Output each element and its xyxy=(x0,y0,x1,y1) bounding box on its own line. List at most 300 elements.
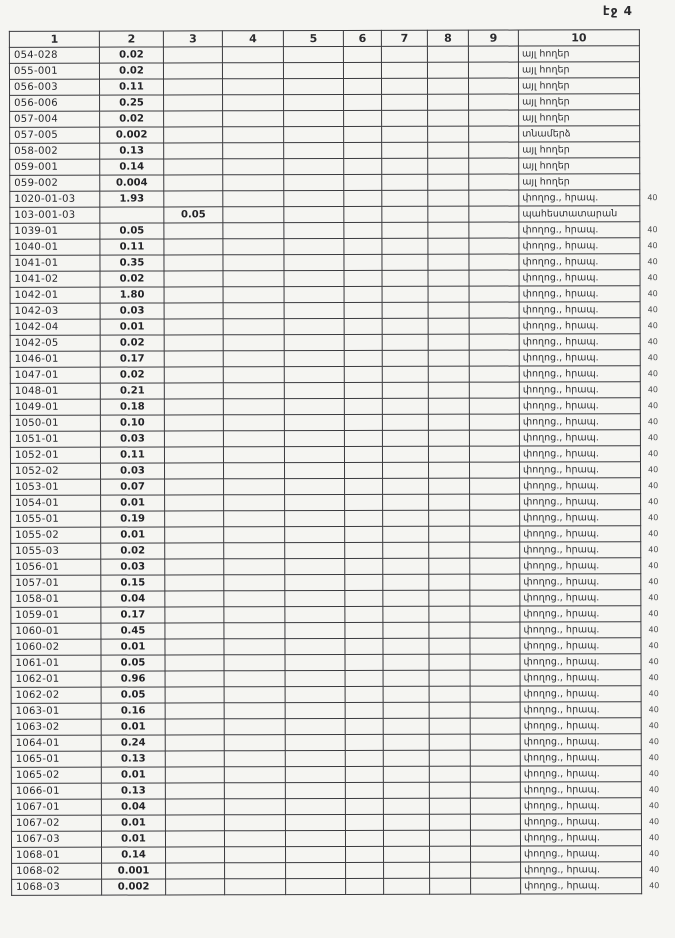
empty-cell xyxy=(428,238,469,254)
empty-cell xyxy=(284,270,344,286)
area-value: 0.05 xyxy=(100,223,164,239)
land-use-label: փողոց., հրապ. xyxy=(520,830,641,846)
land-use-label: պահեստատարան xyxy=(519,206,640,222)
parcel-code: 1064-01 xyxy=(11,735,101,751)
table-row xyxy=(10,414,673,432)
table-row xyxy=(11,782,674,800)
margin-code-note: 40 xyxy=(648,641,659,651)
column-header: 4 xyxy=(222,31,283,47)
empty-cell xyxy=(429,654,470,670)
land-use-label: փողոց., հրապ. xyxy=(520,606,641,622)
empty-cell xyxy=(428,462,469,478)
land-use-label: փողոց., հրապ. xyxy=(520,702,641,718)
empty-cell xyxy=(284,254,344,270)
parcel-code: 1046-01 xyxy=(10,351,100,367)
land-use-label: փողոց., հրապ. xyxy=(521,878,642,894)
land-use-label: փողոց., հրապ. xyxy=(520,510,641,526)
area-value: 0.96 xyxy=(101,671,165,687)
table-row xyxy=(11,798,674,816)
empty-cell xyxy=(382,366,428,382)
empty-cell xyxy=(164,143,223,159)
area-value: 0.07 xyxy=(101,479,165,495)
margin-code-note xyxy=(640,110,673,126)
land-use-label: փողոց., հրապ. xyxy=(519,414,640,430)
empty-cell xyxy=(223,447,284,463)
empty-cell xyxy=(344,350,382,366)
empty-cell xyxy=(285,830,345,846)
empty-cell xyxy=(224,463,285,479)
empty-cell xyxy=(165,719,224,735)
parcel-code: 1042-05 xyxy=(10,335,100,351)
parcel-code: 056-006 xyxy=(10,95,100,111)
empty-cell xyxy=(284,110,344,126)
land-use-label: փողոց., հրապ. xyxy=(519,302,640,318)
empty-cell xyxy=(383,526,429,542)
empty-cell xyxy=(382,414,428,430)
empty-cell xyxy=(223,255,284,271)
margin-code-note: 40 xyxy=(648,513,659,523)
empty-cell xyxy=(285,638,345,654)
empty-cell xyxy=(164,111,223,127)
table-row xyxy=(10,446,673,464)
empty-cell xyxy=(284,446,344,462)
margin-code-note: 40 xyxy=(647,433,659,443)
table-row xyxy=(10,350,673,368)
empty-cell xyxy=(165,575,224,591)
margin-code-note: 40 xyxy=(648,785,660,795)
empty-cell xyxy=(470,734,520,750)
land-use-label: փողոց., հրապ. xyxy=(520,718,641,734)
parcel-code: 1052-01 xyxy=(10,447,100,463)
empty-cell xyxy=(164,399,223,415)
empty-cell xyxy=(284,190,344,206)
empty-cell xyxy=(382,446,428,462)
empty-cell xyxy=(285,718,345,734)
empty-cell xyxy=(223,127,284,143)
empty-cell xyxy=(284,414,344,430)
margin-code-note xyxy=(640,142,673,158)
empty-cell xyxy=(225,879,286,895)
empty-cell xyxy=(344,414,382,430)
empty-cell xyxy=(283,46,343,62)
empty-cell xyxy=(224,511,285,527)
table-row xyxy=(10,430,673,448)
table-row xyxy=(11,750,674,768)
empty-cell xyxy=(223,335,284,351)
empty-cell xyxy=(223,111,284,127)
empty-cell xyxy=(223,95,284,111)
empty-cell xyxy=(382,398,428,414)
empty-cell xyxy=(469,334,519,350)
land-use-label: փողոց., հրապ. xyxy=(520,590,641,606)
empty-cell xyxy=(429,558,470,574)
empty-cell xyxy=(222,63,283,79)
empty-cell xyxy=(345,782,383,798)
empty-cell xyxy=(382,190,428,206)
parcel-code: 1057-01 xyxy=(11,575,101,591)
empty-cell xyxy=(285,654,345,670)
empty-cell xyxy=(344,190,382,206)
empty-cell xyxy=(430,862,471,878)
empty-cell xyxy=(469,158,519,174)
empty-cell xyxy=(382,110,428,126)
empty-cell xyxy=(428,350,469,366)
empty-cell xyxy=(428,190,469,206)
empty-cell xyxy=(223,351,284,367)
margin-code-note: 40 xyxy=(648,609,659,619)
empty-cell xyxy=(285,686,345,702)
empty-cell xyxy=(428,430,469,446)
empty-cell xyxy=(470,718,520,734)
empty-cell xyxy=(470,542,520,558)
empty-cell xyxy=(166,847,225,863)
empty-cell xyxy=(285,670,345,686)
margin-code-note xyxy=(639,62,672,78)
land-use-label: փողոց., հրապ. xyxy=(519,222,640,238)
empty-cell xyxy=(284,302,344,318)
area-value: 0.05 xyxy=(164,207,223,223)
empty-cell xyxy=(383,590,429,606)
empty-cell xyxy=(470,638,520,654)
empty-cell xyxy=(344,286,382,302)
empty-cell xyxy=(428,174,469,190)
area-value: 0.21 xyxy=(100,383,164,399)
empty-cell xyxy=(429,766,470,782)
empty-cell xyxy=(383,734,429,750)
margin-code-note: 40 xyxy=(647,305,658,315)
parcel-code: 1062-02 xyxy=(11,687,101,703)
table-row xyxy=(10,190,673,208)
empty-cell xyxy=(285,734,345,750)
empty-cell xyxy=(382,302,428,318)
land-use-label: փողոց., հրապ. xyxy=(520,526,641,542)
area-value: 0.01 xyxy=(101,719,165,735)
empty-cell xyxy=(285,606,345,622)
empty-cell xyxy=(345,734,383,750)
empty-cell xyxy=(382,94,428,110)
empty-cell xyxy=(429,542,470,558)
margin-code-note: 40 xyxy=(648,737,659,747)
empty-cell xyxy=(429,670,470,686)
empty-cell xyxy=(427,78,468,94)
land-use-label: փողոց., հրապ. xyxy=(519,238,640,254)
parcel-code: 1041-02 xyxy=(10,271,100,287)
table-row xyxy=(9,46,672,64)
margin-code-note: 40 xyxy=(648,465,659,475)
empty-cell xyxy=(284,398,344,414)
area-value: 0.03 xyxy=(100,431,164,447)
land-use-label: փողոց., հրապ. xyxy=(520,670,641,686)
empty-cell xyxy=(429,798,470,814)
empty-cell xyxy=(284,142,344,158)
empty-cell xyxy=(383,494,429,510)
empty-cell xyxy=(345,638,383,654)
empty-cell xyxy=(382,462,428,478)
table-row xyxy=(11,462,674,480)
empty-cell xyxy=(468,78,518,94)
empty-cell xyxy=(383,670,429,686)
empty-cell xyxy=(383,542,429,558)
empty-cell xyxy=(429,686,470,702)
empty-cell xyxy=(382,286,428,302)
parcel-code: 1047-01 xyxy=(10,367,100,383)
land-use-label: փողոց., հրապ. xyxy=(519,270,640,286)
empty-cell xyxy=(381,46,427,62)
table-row xyxy=(9,62,672,80)
empty-cell xyxy=(223,319,284,335)
empty-cell xyxy=(165,559,224,575)
empty-cell xyxy=(344,206,382,222)
area-value: 0.35 xyxy=(100,255,164,271)
table-row xyxy=(10,318,673,336)
empty-cell xyxy=(224,655,285,671)
parcel-code: 1065-02 xyxy=(11,767,101,783)
empty-cell xyxy=(383,654,429,670)
empty-cell xyxy=(163,63,222,79)
empty-cell xyxy=(224,543,285,559)
empty-cell xyxy=(285,494,345,510)
empty-cell xyxy=(345,462,383,478)
empty-cell xyxy=(285,622,345,638)
empty-cell xyxy=(164,287,223,303)
empty-cell xyxy=(470,830,520,846)
page-number-label: էջ 4 xyxy=(602,4,633,18)
empty-cell xyxy=(346,846,384,862)
table-row xyxy=(11,670,674,688)
table-row xyxy=(10,206,673,224)
empty-cell xyxy=(428,110,469,126)
empty-cell xyxy=(470,686,520,702)
margin-code-note: 40 xyxy=(647,385,659,395)
empty-cell xyxy=(382,206,428,222)
table-row xyxy=(11,510,674,528)
parcel-code: 1050-01 xyxy=(10,415,100,431)
table-row xyxy=(10,158,673,176)
margin-code-note: 40 xyxy=(648,817,660,827)
empty-cell xyxy=(223,191,284,207)
column-header: 10 xyxy=(518,30,639,46)
parcel-code: 1039-01 xyxy=(10,223,100,239)
empty-cell xyxy=(223,223,284,239)
empty-cell xyxy=(346,862,384,878)
empty-cell xyxy=(285,574,345,590)
empty-cell xyxy=(165,799,224,815)
margin-code-note xyxy=(639,78,672,94)
land-use-label: փողոց., հրապ. xyxy=(519,382,640,398)
empty-cell xyxy=(224,559,285,575)
empty-cell xyxy=(223,175,284,191)
parcel-code: 1065-01 xyxy=(11,751,101,767)
empty-cell xyxy=(345,750,383,766)
empty-cell xyxy=(381,62,427,78)
table-row xyxy=(11,494,674,512)
land-use-label: փողոց., հրապ. xyxy=(520,558,641,574)
empty-cell xyxy=(285,510,345,526)
empty-cell xyxy=(224,639,285,655)
empty-cell xyxy=(344,366,382,382)
parcel-code: 1048-01 xyxy=(10,383,100,399)
empty-cell xyxy=(166,863,225,879)
empty-cell xyxy=(224,815,285,831)
empty-cell xyxy=(383,510,429,526)
empty-cell xyxy=(164,239,223,255)
table-row xyxy=(11,718,674,736)
parcel-code: 1067-01 xyxy=(11,799,101,815)
empty-cell xyxy=(164,383,223,399)
empty-cell xyxy=(164,431,223,447)
area-value: 1.80 xyxy=(100,287,164,303)
table-row xyxy=(10,398,673,416)
empty-cell xyxy=(469,462,519,478)
margin-code-note: 40 xyxy=(648,689,659,699)
empty-cell xyxy=(428,222,469,238)
land-use-label: փողոց., հրապ. xyxy=(519,334,640,350)
empty-cell xyxy=(286,846,346,862)
empty-cell xyxy=(346,878,384,894)
empty-cell xyxy=(165,543,224,559)
parcel-code: 1049-01 xyxy=(10,399,100,415)
empty-cell xyxy=(428,142,469,158)
empty-cell xyxy=(429,494,470,510)
empty-cell xyxy=(382,222,428,238)
empty-cell xyxy=(428,414,469,430)
area-value: 0.14 xyxy=(100,159,164,175)
empty-cell xyxy=(428,206,469,222)
land-use-label: փողոց., հրապ. xyxy=(520,638,641,654)
empty-cell xyxy=(165,735,224,751)
empty-cell xyxy=(224,495,285,511)
land-use-label: փողոց., հրապ. xyxy=(520,782,641,798)
area-value: 0.11 xyxy=(99,79,163,95)
parcel-code: 1061-01 xyxy=(11,655,101,671)
empty-cell xyxy=(345,798,383,814)
empty-cell xyxy=(428,302,469,318)
table-row xyxy=(10,94,673,112)
empty-cell xyxy=(469,286,519,302)
empty-cell xyxy=(382,430,428,446)
empty-cell xyxy=(284,238,344,254)
empty-cell xyxy=(165,751,224,767)
empty-cell xyxy=(344,334,382,350)
margin-code-note: 40 xyxy=(647,289,658,299)
margin-code-note xyxy=(639,46,672,62)
land-use-label: փողոց., հրապ. xyxy=(519,254,640,270)
area-value: 0.14 xyxy=(102,847,166,863)
parcel-code: 1068-03 xyxy=(12,879,102,895)
empty-cell xyxy=(343,46,381,62)
empty-cell xyxy=(427,62,468,78)
table-row xyxy=(10,366,673,384)
land-use-label: փողոց., հրապ. xyxy=(519,462,640,478)
empty-cell xyxy=(285,750,345,766)
empty-cell xyxy=(284,350,344,366)
empty-cell xyxy=(469,270,519,286)
empty-cell xyxy=(470,494,520,510)
area-value: 1.93 xyxy=(100,191,164,207)
empty-cell xyxy=(429,830,470,846)
empty-cell xyxy=(285,462,345,478)
empty-cell xyxy=(344,126,382,142)
parcel-code: 1060-02 xyxy=(11,639,101,655)
area-value: 0.17 xyxy=(100,351,164,367)
empty-cell xyxy=(427,46,468,62)
parcel-code: 1063-01 xyxy=(11,703,101,719)
empty-cell xyxy=(382,270,428,286)
empty-cell xyxy=(428,94,469,110)
margin-code-note: 40 xyxy=(647,353,658,363)
empty-cell xyxy=(383,574,429,590)
area-value: 0.002 xyxy=(102,879,166,895)
land-use-label: փողոց., հրապ. xyxy=(519,366,640,382)
empty-cell xyxy=(165,703,224,719)
parcel-code: 1055-03 xyxy=(11,543,101,559)
empty-cell xyxy=(469,126,519,142)
margin-code-note: 40 xyxy=(647,449,659,459)
empty-cell xyxy=(345,670,383,686)
parcel-code: 1052-02 xyxy=(11,463,101,479)
empty-cell xyxy=(164,159,223,175)
empty-cell xyxy=(470,766,520,782)
empty-cell xyxy=(469,302,519,318)
empty-cell xyxy=(284,318,344,334)
empty-cell xyxy=(469,366,519,382)
margin-code-note xyxy=(640,206,673,222)
empty-cell xyxy=(428,158,469,174)
empty-cell xyxy=(429,622,470,638)
empty-cell xyxy=(164,335,223,351)
empty-cell xyxy=(284,334,344,350)
table-header-row xyxy=(9,30,672,48)
margin-code-note: 40 xyxy=(647,225,658,235)
empty-cell xyxy=(225,863,286,879)
empty-cell xyxy=(383,638,429,654)
empty-cell xyxy=(344,302,382,318)
empty-cell xyxy=(344,142,382,158)
column-header: 9 xyxy=(468,30,518,46)
parcel-code: 1042-03 xyxy=(10,303,100,319)
empty-cell xyxy=(224,783,285,799)
empty-cell xyxy=(164,95,223,111)
land-use-label: տնամերձ xyxy=(519,126,640,142)
parcel-code: 058-002 xyxy=(10,143,100,159)
area-value: 0.01 xyxy=(101,495,165,511)
land-use-label: այլ հողեր xyxy=(519,94,640,110)
empty-cell xyxy=(224,591,285,607)
area-value: 0.03 xyxy=(100,303,164,319)
land-use-label: փողոց., հրապ. xyxy=(519,190,640,206)
empty-cell xyxy=(383,830,429,846)
parcel-code: 056-003 xyxy=(9,79,99,95)
margin-code-note: 40 xyxy=(648,545,659,555)
empty-cell xyxy=(384,878,430,894)
table-body xyxy=(9,46,674,896)
empty-cell xyxy=(383,718,429,734)
empty-cell xyxy=(470,702,520,718)
empty-cell xyxy=(428,318,469,334)
margin-code-note: 40 xyxy=(647,257,658,267)
empty-cell xyxy=(470,782,520,798)
empty-cell xyxy=(345,830,383,846)
table-row xyxy=(10,270,673,288)
empty-cell xyxy=(223,159,284,175)
empty-cell xyxy=(429,510,470,526)
parcel-code: 1040-01 xyxy=(10,239,100,255)
empty-cell xyxy=(164,223,223,239)
empty-cell xyxy=(284,126,344,142)
margin-code-note: 40 xyxy=(647,337,658,347)
area-value: 0.05 xyxy=(101,655,165,671)
land-use-label: փողոց., հրապ. xyxy=(520,478,641,494)
